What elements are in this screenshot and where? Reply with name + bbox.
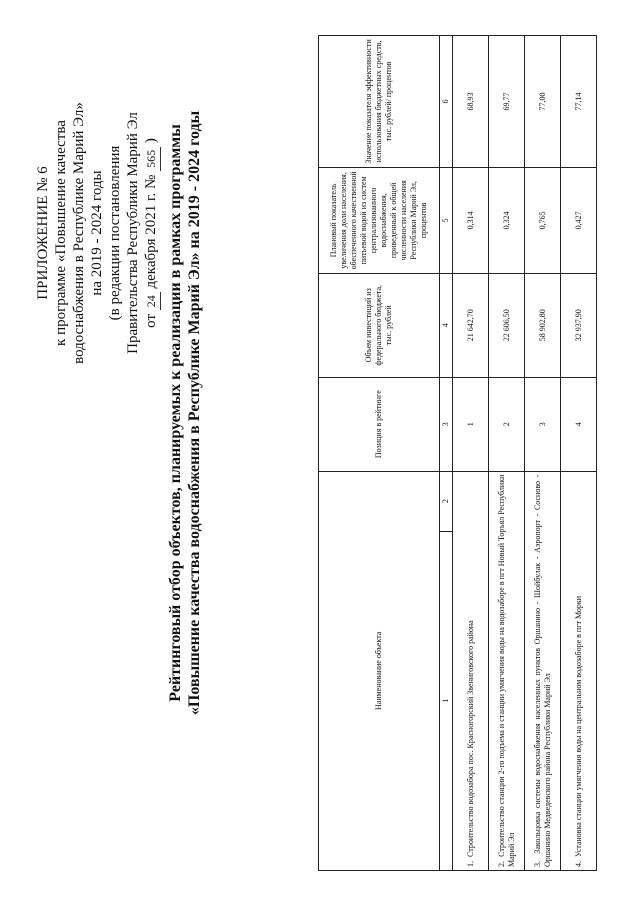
appendix-line: к программе «Повышение качества <box>53 120 69 346</box>
efficiency-cell: 77,00 <box>525 36 561 168</box>
rating-table <box>318 35 597 871</box>
appendix-date-line <box>142 33 161 433</box>
investment-cell: 58 902,80 <box>525 273 561 377</box>
table-row <box>561 36 597 871</box>
efficiency-cell: 77,14 <box>561 36 597 168</box>
date-day: 24 <box>142 292 161 310</box>
indicator-cell: 0,324 <box>489 167 525 273</box>
object-name: Установка станции умягчения воды на центральном водозаборе в пгт Морки <box>573 595 583 857</box>
efficiency-cell: 68,93 <box>453 36 489 168</box>
column-number: 2 <box>440 471 453 531</box>
column-number: 5 <box>440 167 453 273</box>
position-cell: 1 <box>453 377 489 471</box>
object-cell <box>453 471 489 870</box>
appendix-line: ПРИЛОЖЕНИЕ № 6 <box>35 166 51 300</box>
date-prefix: от <box>143 313 159 328</box>
indicator-cell: 0,427 <box>561 167 597 273</box>
indicator-cell: 0,765 <box>525 167 561 273</box>
object-cell <box>489 471 525 870</box>
investment-cell: 32 937,90 <box>561 273 597 377</box>
header-efficiency: Значение показателя эффективности использования бюджетных средств, тыс. рублей/ процентов <box>319 36 440 168</box>
object-name: Строительство станции 2-го подъема и станции умягчения воды на водозаборе в пгт Новый Торъял Республики Марий Эл <box>496 474 516 867</box>
date-month-year: декабря 2021 г. № <box>143 174 159 289</box>
header-object-name: Наименование объекта <box>319 471 440 870</box>
investment-cell: 21 642,70 <box>453 273 489 377</box>
indicator-cell: 0,314 <box>453 167 489 273</box>
row-number: 4. <box>573 861 583 867</box>
header-investment: Объем инвестиций из федерального бюджета, тыс. рублей <box>319 273 440 377</box>
object-cell <box>525 471 561 870</box>
appendix-header <box>34 33 161 433</box>
header-position: Позиция в рейтинге <box>319 377 440 471</box>
table-row <box>489 36 525 871</box>
row-number: 1. <box>465 861 475 867</box>
row-number: 3. <box>532 861 542 867</box>
object-name: Строительство водозабора пос. Красногорский Звениговского района <box>465 620 475 857</box>
appendix-line: водоснабжения в Республике Марий Эл» <box>71 102 87 364</box>
appendix-line: на 2019 - 2024 годы <box>89 170 105 296</box>
appendix-line: Правительства Республики Марий Эл <box>125 112 141 354</box>
document-title <box>166 63 204 763</box>
appendix-line: (в редакции постановления <box>107 145 123 321</box>
column-number: 3 <box>440 377 453 471</box>
object-cell <box>561 471 597 870</box>
row-number: 2. <box>496 861 506 867</box>
column-number: 4 <box>440 273 453 377</box>
object-name: Закольцовка системы водоснабжения населенных пунктов Оршанино - Шойбулак - Аэропорт - Сосново - Оршанино Медведевского района Республики Марий Эл <box>532 474 552 867</box>
position-cell: 2 <box>489 377 525 471</box>
investment-cell: 22 606,50 <box>489 273 525 377</box>
efficiency-cell: 69,77 <box>489 36 525 168</box>
date-suffix: ) <box>143 138 159 144</box>
table-row <box>525 36 561 871</box>
title-line: «Повышение качества водоснабжения в Республике Марий Эл» на 2019 - 2024 годы <box>186 110 203 716</box>
document-number: 565 <box>142 147 161 171</box>
column-number: 6 <box>440 36 453 168</box>
table-row <box>453 36 489 871</box>
header-indicator: Плановый показатель увеличения доли населения, обеспеченного качественной питьевой водой из систем централизованного водоснабжения, приведенный к общей численности населения Республики Марий Эл, процентов <box>319 167 440 273</box>
column-number: 1 <box>440 531 453 870</box>
position-cell: 4 <box>561 377 597 471</box>
position-cell: 3 <box>525 377 561 471</box>
title-line: Рейтинговый отбор объектов, планируемых к реализации в рамках программы <box>167 124 184 702</box>
